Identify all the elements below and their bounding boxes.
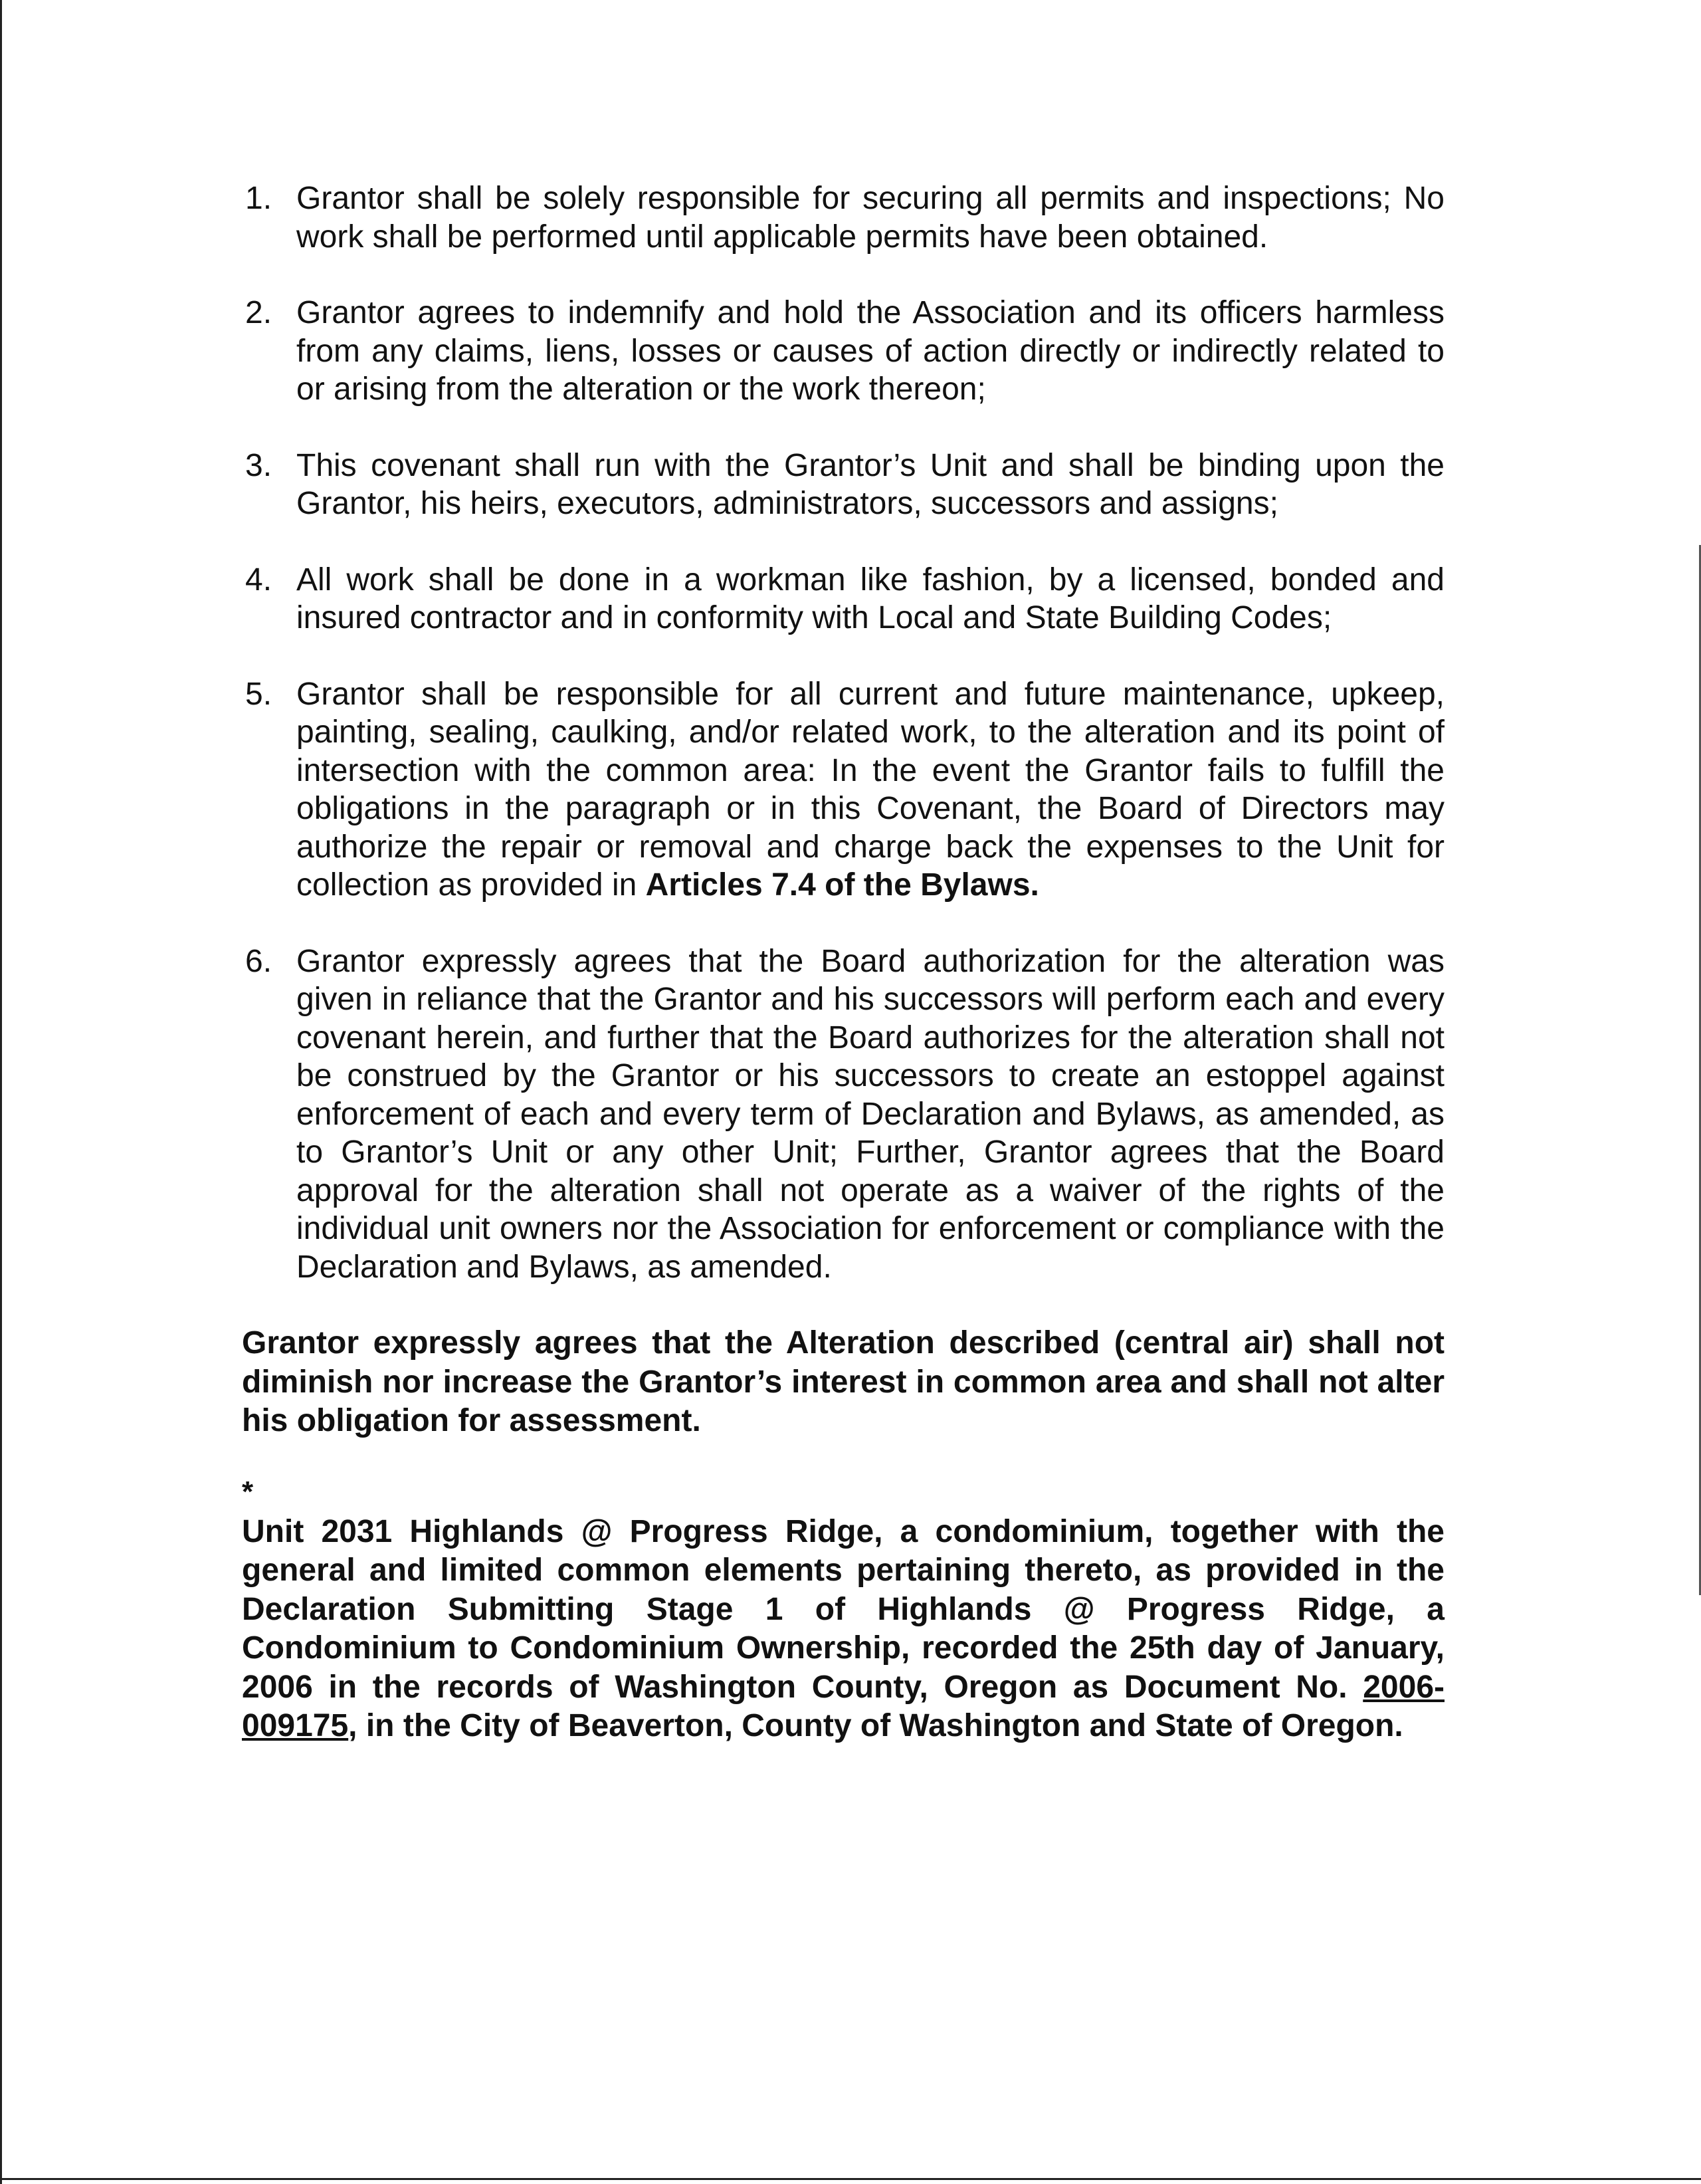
clause-1	[242, 179, 1445, 256]
clause-number: 6.	[245, 943, 272, 979]
clause-5	[242, 675, 1445, 905]
legal-description-text: Unit 2031 Highlands @ Progress Ridge, a condominium, together with the general and limited common elements pertaining thereto, as provided in the Declaration Submitting Stage 1 of Highlands @ Progress Ridge, a Condominium to Condominium Ownership, recorded the 25th day of January, 2006 in the records of Washington County, Oregon as Document No.	[242, 1513, 1445, 1705]
clause-6	[242, 942, 1445, 1287]
clause-text: Grantor agrees to indemnify and hold the Association and its officers harmless from any claims, liens, losses or causes of action directly or indirectly related to or arising from the alteration or the work thereon;	[296, 295, 1445, 407]
clause-number: 3.	[245, 447, 272, 483]
document-number: 2006-009175	[242, 1669, 1445, 1743]
asterisk-marker: *	[242, 1475, 254, 1508]
clause-3	[242, 447, 1445, 523]
page-edge-bottom	[0, 2178, 1701, 2180]
clause-number: 2.	[245, 295, 272, 330]
clause-number: 1.	[245, 181, 272, 216]
clause-text: All work shall be done in a workman like fashion, by a licensed, bonded and insured contractor and in conformity with Local and State Building Codes;	[296, 562, 1445, 635]
alteration-agreement-statement: Grantor expressly agrees that the Alteration described (central air) shall not diminish nor increase the Grantor’s interest in common area and shall not alter his obligation for assessment.	[242, 1325, 1445, 1438]
covenant-clause-list	[242, 179, 1445, 1286]
legal-description	[242, 1513, 1445, 1746]
clause-text: Grantor shall be solely responsible for securing all permits and inspections; No work shall be performed until applicable permits have been obtained.	[296, 181, 1445, 255]
clause-2	[242, 294, 1445, 409]
clause-text: Grantor shall be responsible for all current and future maintenance, upkeep, painting, sealing, caulking, and/or related work, to the alteration and its point of intersection with the common area: In the event the Grantor fails to fulfill the obligations in the paragraph or in this Covenant, the Board of Directors may authorize the repair or removal and charge back the expenses to the Unit for collection as provided in	[296, 676, 1445, 903]
clause-4	[242, 561, 1445, 637]
clause-text: Grantor expressly agrees that the Board authorization for the alteration was given in reliance that the Grantor and his successors will perform each and every covenant herein, and further that the Board authorizes for the alteration shall not be construed by the Grantor or his successors to create an estoppel against enforcement of each and every term of Declaration and Bylaws, as amended, as to Grantor’s Unit or any other Unit; Further, Grantor agrees that the Board approval for the alteration shall not operate as a waiver of the rights of the individual unit owners nor the Association for enforcement or compliance with the Declaration and Bylaws, as amended.	[296, 943, 1445, 1285]
clause-number: 4.	[245, 562, 272, 598]
bylaws-reference: Articles 7.4 of the Bylaws.	[645, 867, 1039, 903]
clause-text: This covenant shall run with the Grantor’s Unit and shall be binding upon the Grantor, his heirs, executors, administrators, successors and assigns;	[296, 447, 1445, 521]
document-body	[242, 179, 1445, 1746]
clause-number: 5.	[245, 676, 272, 712]
page-edge-left	[0, 0, 2, 2184]
legal-description-tail: , in the City of Beaverton, County of Washington and State of Oregon.	[348, 1708, 1403, 1743]
